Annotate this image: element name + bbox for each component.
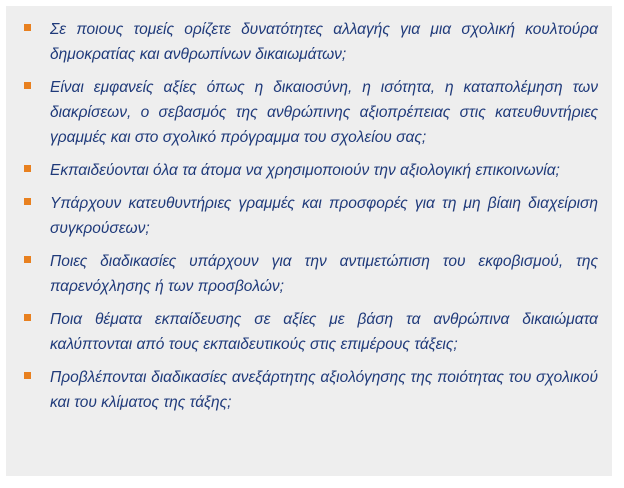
list-item	[24, 191, 598, 241]
list-item	[24, 158, 598, 183]
question-list	[24, 17, 598, 423]
square-bullet-icon	[24, 82, 31, 89]
question-text: Σε ποιους τομείς ορίζετε δυνατότητες αλλαγής για μια σχολική κουλτούρα δημοκρατίας και ανθρωπίνων δικαιωμάτων;	[50, 21, 598, 63]
question-text: Είναι εμφανείς αξίες όπως η δικαιοσύνη, η ισότητα, η καταπολέμηση των διακρίσεων, ο σεβασμός της ανθρώπινης αξιοπρέπειας στις κατευθυντήριες γραμμές και στο σχολικό πρόγραμμα του σχολείου σας;	[50, 79, 598, 146]
list-item	[24, 75, 598, 150]
square-bullet-icon	[24, 314, 31, 321]
square-bullet-icon	[24, 24, 31, 31]
question-text: Ποια θέματα εκπαίδευσης σε αξίες με βάση τα ανθρώπινα δικαιώματα καλύπτονται από τους εκπαιδευτικούς στις επιμέρους τάξεις;	[50, 311, 598, 353]
square-bullet-icon	[24, 372, 31, 379]
question-text: Εκπαιδεύονται όλα τα άτομα να χρησιμοποιούν την αξιολογική επικοινωνία;	[50, 162, 560, 179]
list-item	[24, 307, 598, 357]
square-bullet-icon	[24, 256, 31, 263]
question-text: Προβλέπονται διαδικασίες ανεξάρτητης αξιολόγησης της ποιότητας του σχολικού και του κλίματος της τάξης;	[50, 369, 598, 411]
square-bullet-icon	[24, 165, 31, 172]
square-bullet-icon	[24, 198, 31, 205]
question-panel	[6, 6, 612, 476]
list-item	[24, 365, 598, 415]
list-item	[24, 17, 598, 67]
question-text: Υπάρχουν κατευθυντήριες γραμμές και προσφορές για τη μη βίαιη διαχείριση συγκρούσεων;	[50, 195, 598, 237]
list-item	[24, 249, 598, 299]
question-text: Ποιες διαδικασίες υπάρχουν για την αντιμετώπιση του εκφοβισμού, της παρενόχλησης ή των προσβολών;	[50, 253, 598, 295]
